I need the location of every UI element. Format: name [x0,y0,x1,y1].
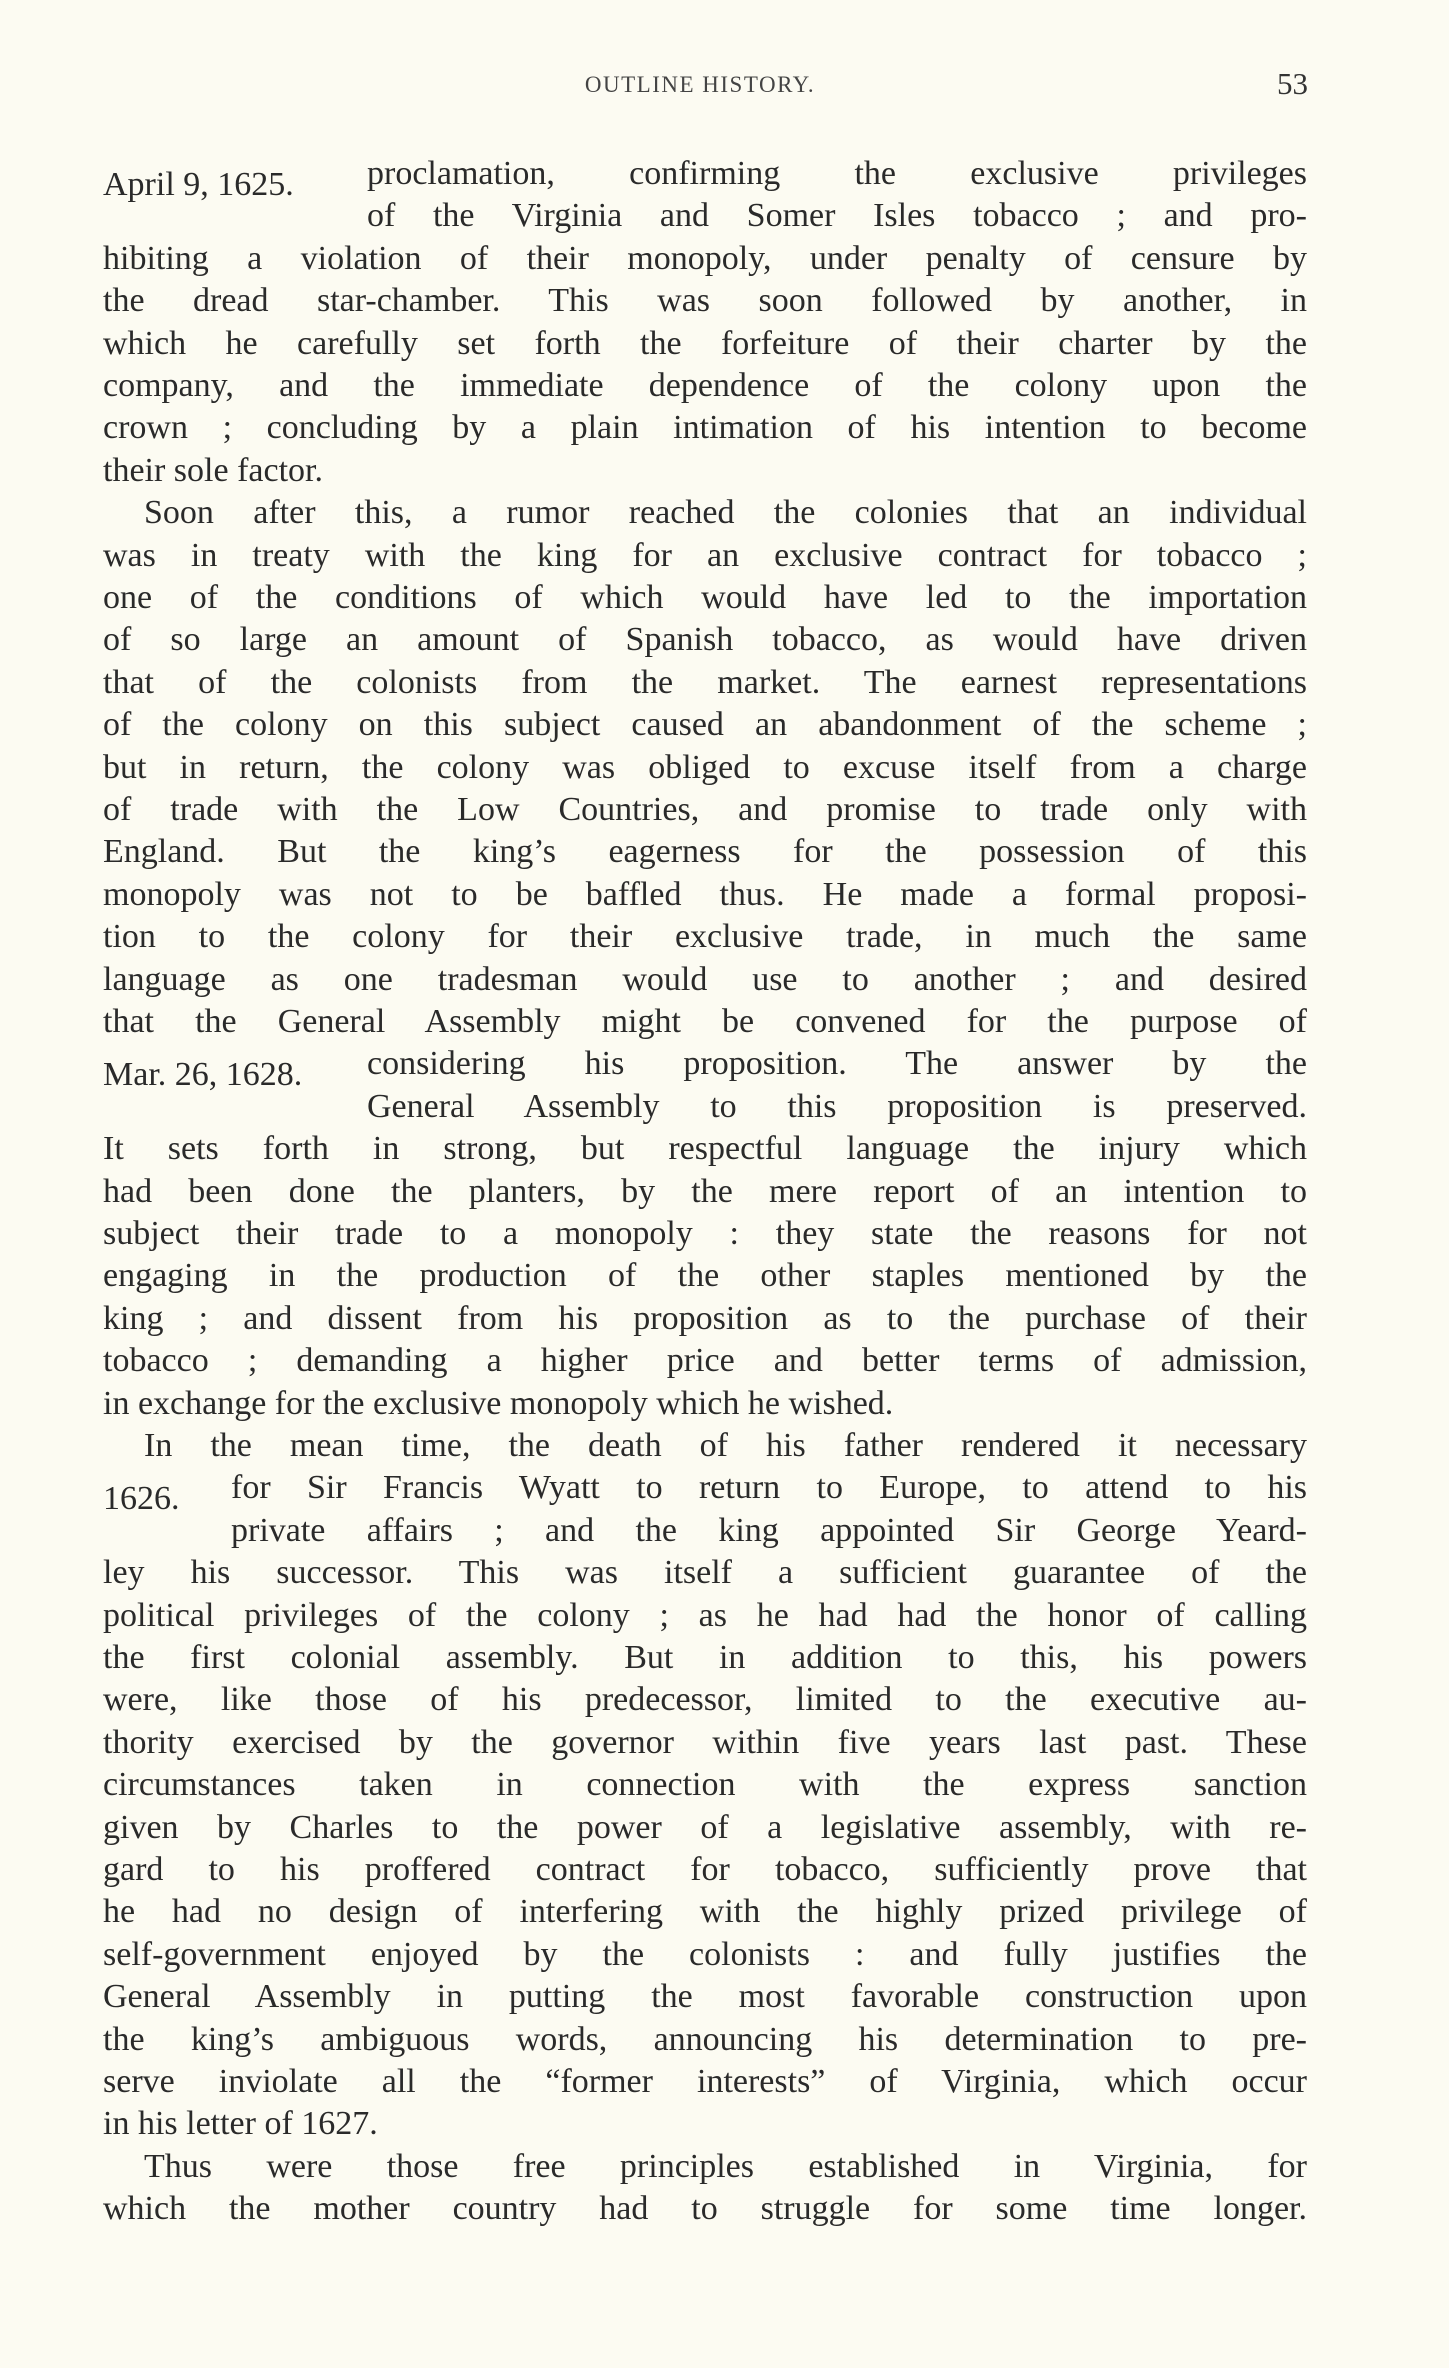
text-line: serve inviolate all the “former interests” of Virginia, which occur [103,2063,1307,2100]
text-line: the dread star-chamber. This was soon followed by another, in [103,282,1307,320]
text-line: tobacco ; demanding a higher price and better terms of admission, [103,1342,1307,1380]
text-line: the first colonial assembly. But in addition to this, his powers [103,1639,1307,1676]
text-line: tion to the colony for their exclusive trade, in much the same [103,918,1307,956]
running-title: OUTLINE HISTORY. [584,72,816,97]
text-line: General Assembly in putting the most favorable construction upon [103,1978,1307,2016]
text-line: that of the colonists from the market. The earnest representations [103,663,1307,701]
margin-note-date: Mar. 26, 1628. [103,1056,303,1094]
text-line: he had no design of interfering with the highly prized privilege of [103,1893,1307,1931]
text-line: had been done the planters, by the mere report of an intention to [103,1172,1307,1210]
text-line: king ; and dissent from his proposition as to the purchase of their [103,1299,1307,1337]
text-line: circumstances taken in connection with the express sanction [103,1766,1307,1804]
text-line: of the colony on this subject caused an abandonment of the scheme ; [103,706,1307,744]
text-line: in exchange for the exclusive monopoly which he wished. [103,1384,894,1422]
text-line: Soon after this, a rumor reached the colonies that an individual [144,494,1307,532]
text-line: were, like those of his predecessor, limited to the executive au- [103,1681,1307,1719]
page-number: 53 [1277,66,1308,101]
text-line: political privileges of the colony ; as he had had the honor of calling [103,1596,1307,1634]
text-line: England. But the king’s eagerness for the possession of this [103,833,1307,871]
text-line: self-government enjoyed by the colonists : and fully justifies the [103,1935,1307,1973]
text-line: monopoly was not to be baffled thus. He made a formal proposi- [103,875,1307,913]
margin-note-date: 1626. [103,1480,180,1518]
text-line: considering his proposition. The answer by the [367,1045,1307,1083]
text-line: the king’s ambiguous words, announcing his determination to pre- [103,2020,1307,2058]
text-line: company, and the immediate dependence of the colony upon the [103,367,1307,404]
text-line: General Assembly to this proposition is preserved. [367,1087,1307,1125]
text-line: language as one tradesman would use to another ; and desired [103,960,1307,998]
text-line: Thus were those free principles established in Virginia, for [144,2147,1307,2185]
text-line: crown ; concluding by a plain intimation of his intention to become [103,409,1307,447]
text-line: thority exercised by the governor within five years last past. These [103,1723,1307,1761]
text-line: It sets forth in strong, but respectful language the injury which [103,1130,1307,1168]
text-line: one of the conditions of which would have led to the importation [103,579,1307,616]
text-line: but in return, the colony was obliged to excuse itself from a charge [103,748,1307,786]
text-line: proclamation, confirming the exclusive privileges [367,155,1307,192]
text-line: engaging in the production of the other staples mentioned by the [103,1257,1307,1295]
text-line: which the mother country had to struggle for some time longer. [103,2190,1307,2228]
text-line: their sole factor. [103,451,323,489]
text-line: which he carefully set forth the forfeiture of their charter by the [103,324,1307,362]
margin-note-date: April 9, 1625. [103,166,294,203]
text-line: hibiting a violation of their monopoly, under penalty of censure by [103,239,1307,277]
text-line: ley his successor. This was itself a sufficient guarantee of the [103,1554,1307,1592]
text-line: gard to his proffered contract for tobacco, sufficiently prove that [103,1851,1307,1888]
text-line: private affairs ; and the king appointed Sir George Yeard- [231,1511,1307,1549]
text-line: for Sir Francis Wyatt to return to Europe, to attend to his [231,1469,1307,1507]
text-line: given by Charles to the power of a legislative assembly, with re- [103,1808,1307,1846]
text-line: of so large an amount of Spanish tobacco, as would have driven [103,621,1307,659]
text-line: in his letter of 1627. [103,2105,378,2143]
text-line: subject their trade to a monopoly : they state the reasons for not [103,1215,1307,1252]
text-line: that the General Assembly might be convened for the purpose of [103,1003,1307,1040]
text-line: of the Virginia and Somer Isles tobacco ; and pro- [367,197,1307,235]
text-line: of trade with the Low Countries, and promise to trade only with [103,791,1307,828]
text-line: was in treaty with the king for an exclusive contract for tobacco ; [103,536,1307,574]
text-line: In the mean time, the death of his father rendered it necessary [144,1427,1307,1464]
